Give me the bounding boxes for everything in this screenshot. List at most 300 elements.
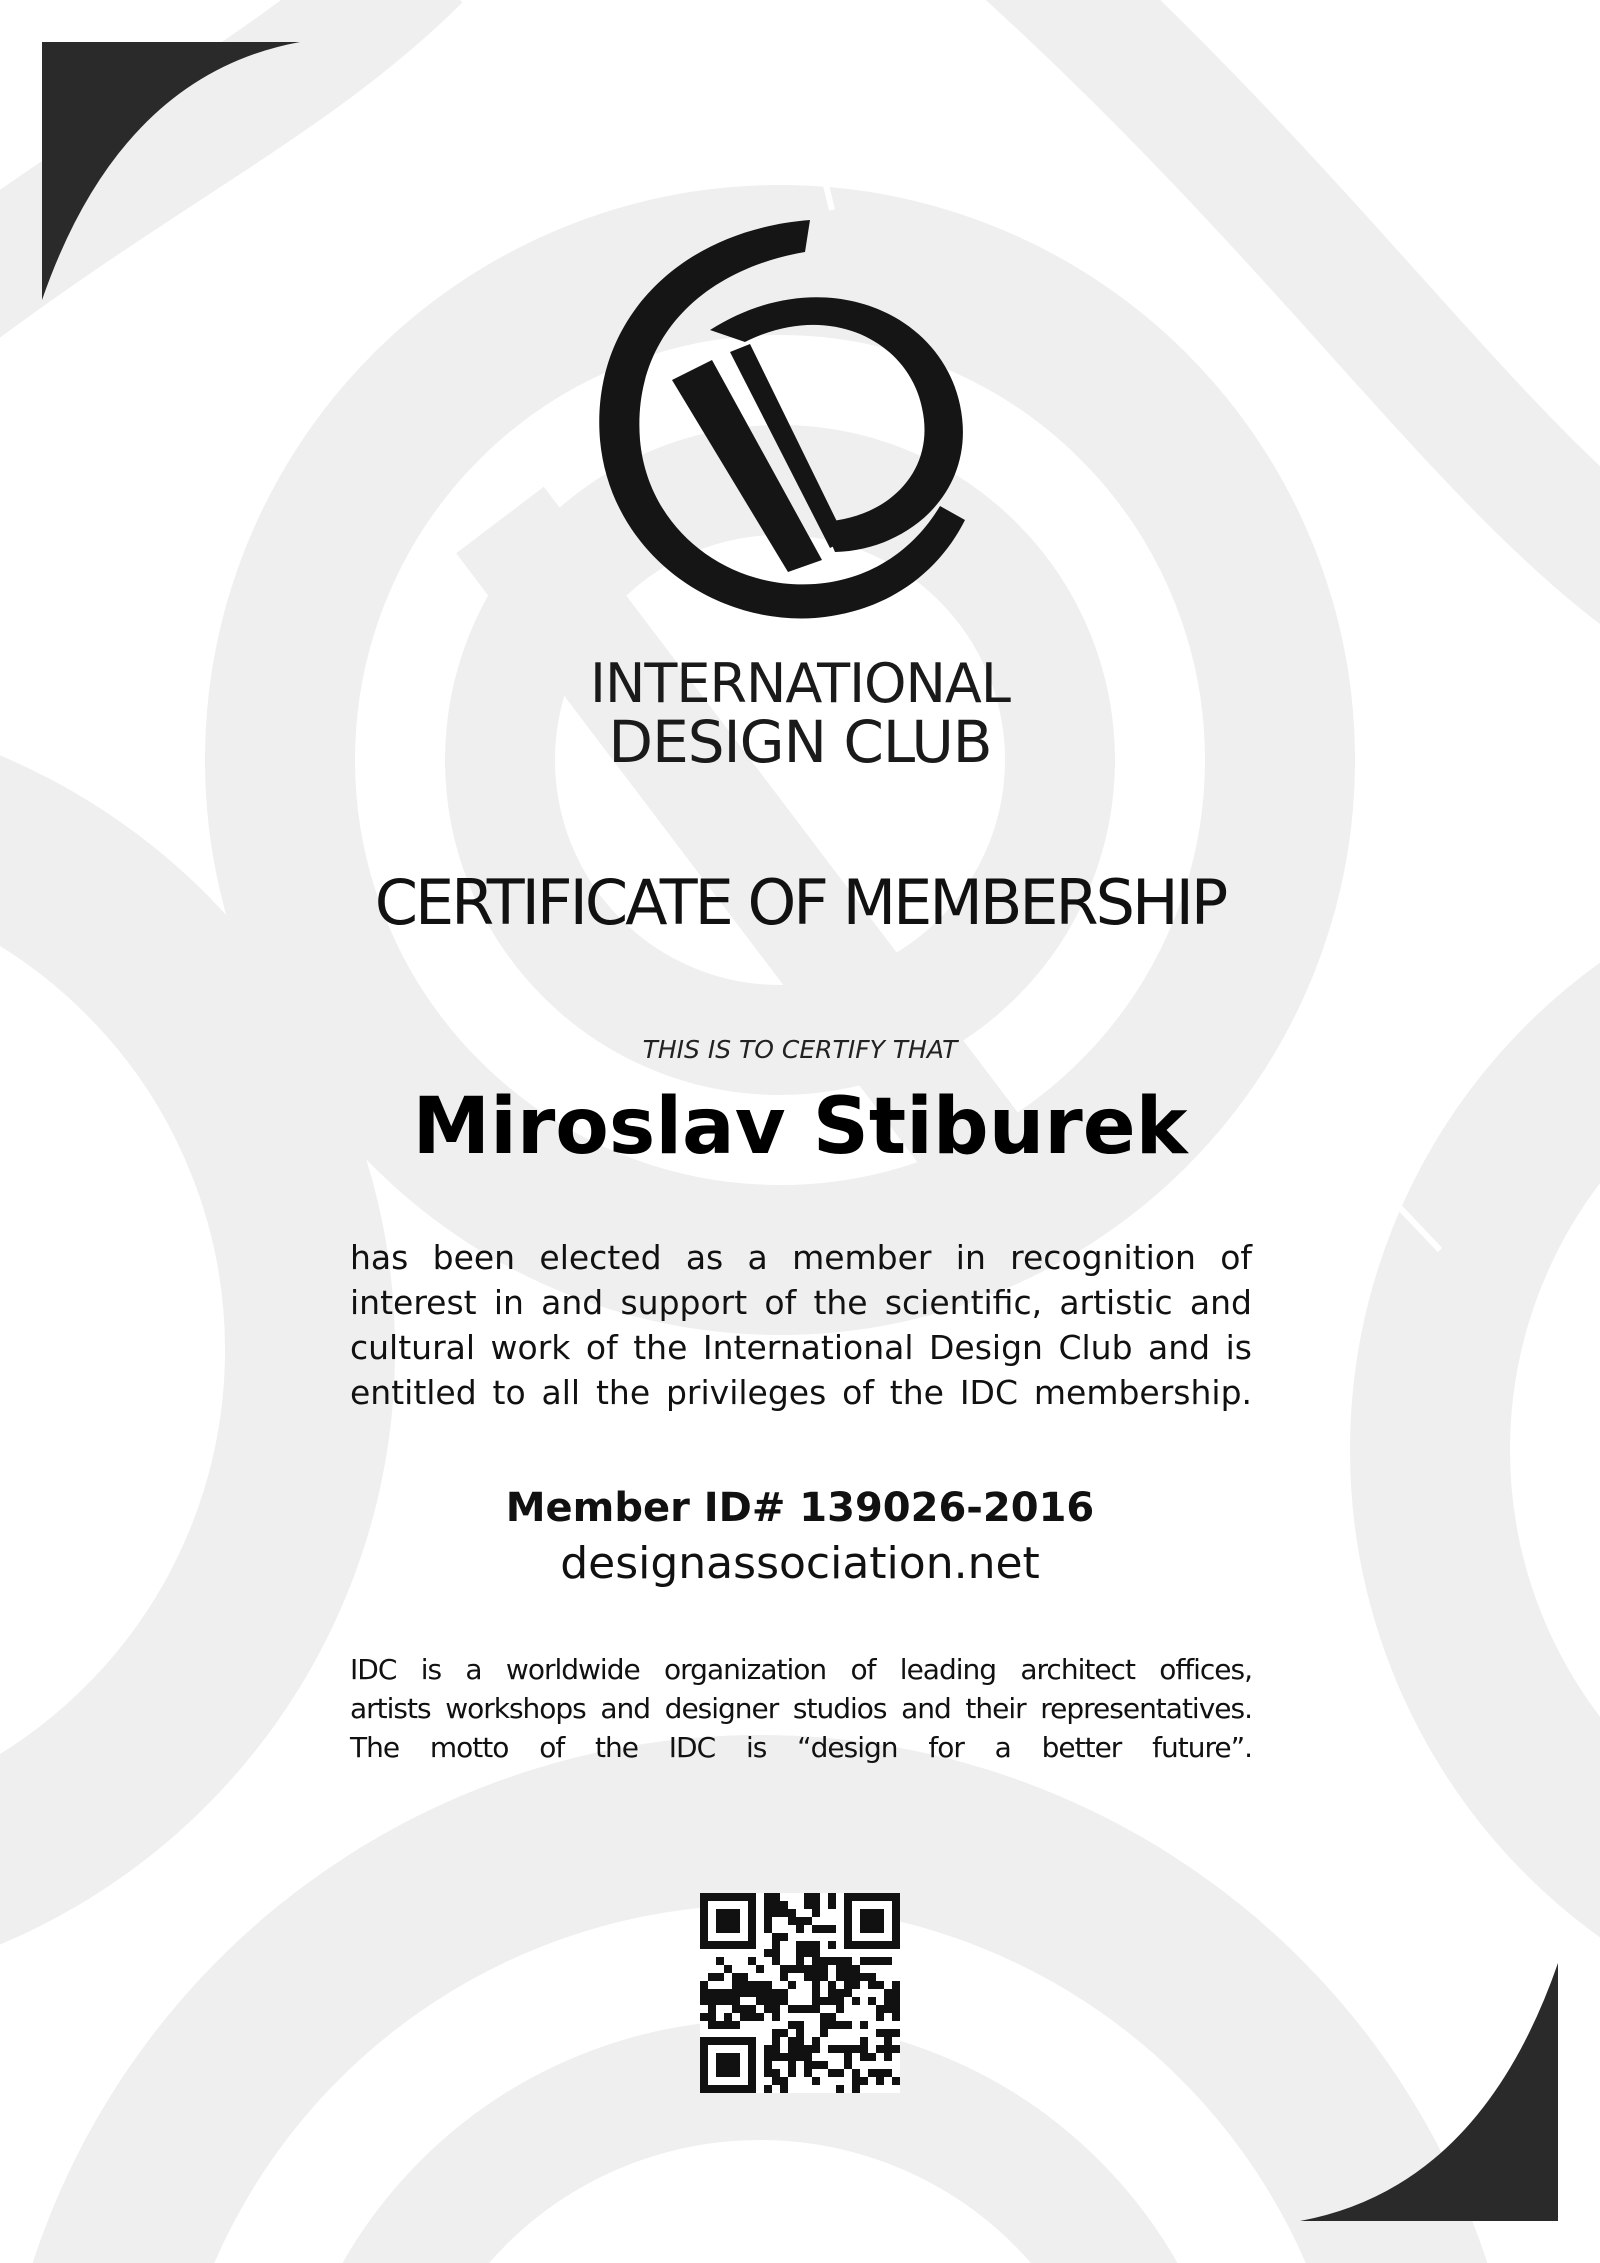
qr-module bbox=[892, 1917, 900, 1925]
qr-module bbox=[868, 2069, 876, 2077]
qr-module bbox=[820, 1925, 828, 1933]
qr-module bbox=[764, 1997, 772, 2005]
qr-module bbox=[772, 2005, 780, 2013]
qr-module bbox=[772, 2077, 780, 2085]
qr-module bbox=[820, 1957, 828, 1965]
qr-module bbox=[876, 2069, 884, 2077]
qr-module bbox=[868, 1917, 876, 1925]
qr-module bbox=[876, 1917, 884, 1925]
qr-module bbox=[748, 1957, 756, 1965]
qr-module bbox=[732, 1973, 740, 1981]
qr-module bbox=[748, 1909, 756, 1917]
qr-module bbox=[748, 1893, 756, 1901]
qr-module bbox=[812, 1941, 820, 1949]
qr-module bbox=[844, 1989, 852, 1997]
qr-module bbox=[796, 1925, 804, 1933]
qr-module bbox=[852, 1965, 860, 1973]
qr-module bbox=[852, 2069, 860, 2077]
qr-module bbox=[844, 1957, 852, 1965]
qr-module bbox=[860, 1909, 868, 1917]
qr-module bbox=[876, 2013, 884, 2021]
qr-module bbox=[748, 1901, 756, 1909]
qr-module bbox=[764, 1909, 772, 1917]
qr-module bbox=[788, 2045, 796, 2053]
qr-module bbox=[852, 2085, 860, 2093]
qr-module bbox=[860, 2037, 868, 2045]
qr-module bbox=[876, 2005, 884, 2013]
qr-module bbox=[700, 1909, 708, 1917]
idc-monogram-icon bbox=[560, 200, 1000, 640]
qr-module bbox=[708, 2005, 716, 2013]
qr-module bbox=[724, 1989, 732, 1997]
qr-module bbox=[788, 1981, 796, 1989]
qr-module bbox=[732, 1925, 740, 1933]
qr-module bbox=[812, 1909, 820, 1917]
qr-module bbox=[836, 1989, 844, 1997]
qr-module bbox=[860, 2077, 868, 2085]
qr-module bbox=[820, 2061, 828, 2069]
qr-module bbox=[852, 1973, 860, 1981]
qr-module bbox=[716, 2021, 724, 2029]
qr-module bbox=[812, 1973, 820, 1981]
qr-module bbox=[724, 2021, 732, 2029]
qr-module bbox=[716, 2037, 724, 2045]
qr-module bbox=[764, 2045, 772, 2053]
qr-module bbox=[772, 1909, 780, 1917]
qr-module bbox=[748, 2045, 756, 2053]
qr-module bbox=[860, 2045, 868, 2053]
qr-module bbox=[724, 1941, 732, 1949]
qr-module bbox=[748, 2085, 756, 2093]
qr-module bbox=[708, 1989, 716, 1997]
qr-module bbox=[860, 1917, 868, 1925]
qr-module bbox=[876, 1941, 884, 1949]
club-name-line-1: INTERNATIONAL bbox=[590, 652, 1010, 715]
qr-module bbox=[812, 1949, 820, 1957]
qr-module bbox=[700, 2061, 708, 2069]
qr-module bbox=[812, 1925, 820, 1933]
qr-module bbox=[828, 1941, 836, 1949]
qr-module bbox=[780, 2053, 788, 2061]
qr-module bbox=[884, 2069, 892, 2077]
qr-module bbox=[828, 1901, 836, 1909]
qr-module bbox=[796, 2053, 804, 2061]
qr-module bbox=[892, 1909, 900, 1917]
qr-module bbox=[772, 1957, 780, 1965]
qr-module bbox=[828, 1957, 836, 1965]
qr-module bbox=[772, 1933, 780, 1941]
qr-module bbox=[748, 2069, 756, 2077]
member-id: Member ID# 139026-2016 bbox=[505, 1485, 1095, 1531]
qr-module bbox=[884, 1893, 892, 1901]
qr-module bbox=[852, 1941, 860, 1949]
qr-module bbox=[780, 1989, 788, 1997]
qr-module bbox=[708, 2085, 716, 2093]
qr-module bbox=[772, 1893, 780, 1901]
qr-module bbox=[724, 1893, 732, 1901]
qr-code-icon[interactable] bbox=[700, 1893, 900, 2093]
qr-module bbox=[844, 1933, 852, 1941]
qr-module bbox=[740, 2085, 748, 2093]
qr-module bbox=[732, 1893, 740, 1901]
qr-module bbox=[844, 1965, 852, 1973]
qr-module bbox=[876, 1981, 884, 1989]
qr-module bbox=[724, 1925, 732, 1933]
qr-module bbox=[804, 2053, 812, 2061]
qr-module bbox=[732, 1941, 740, 1949]
qr-module bbox=[772, 1949, 780, 1957]
qr-module bbox=[868, 1925, 876, 1933]
qr-module bbox=[716, 2069, 724, 2077]
qr-module bbox=[732, 2037, 740, 2045]
qr-module bbox=[708, 2013, 716, 2021]
qr-module bbox=[836, 2005, 844, 2013]
qr-module bbox=[748, 2005, 756, 2013]
about-line: IDC is a worldwide organization of leading architect offices, bbox=[350, 1653, 1252, 1686]
qr-module bbox=[756, 1997, 764, 2005]
qr-module bbox=[884, 2029, 892, 2037]
qr-module bbox=[724, 2013, 732, 2021]
qr-module bbox=[772, 2013, 780, 2021]
qr-module bbox=[868, 1997, 876, 2005]
qr-module bbox=[748, 1989, 756, 1997]
qr-module bbox=[796, 1917, 804, 1925]
qr-module bbox=[804, 1917, 812, 1925]
qr-module bbox=[756, 1965, 764, 1973]
qr-module bbox=[844, 1901, 852, 1909]
qr-module bbox=[820, 1973, 828, 1981]
qr-module bbox=[780, 1909, 788, 1917]
qr-module bbox=[860, 1925, 868, 1933]
qr-module bbox=[700, 1933, 708, 1941]
qr-module bbox=[788, 1917, 796, 1925]
qr-module bbox=[708, 1997, 716, 2005]
qr-module bbox=[860, 1957, 868, 1965]
qr-module bbox=[844, 2061, 852, 2069]
qr-module bbox=[716, 1917, 724, 1925]
qr-module bbox=[868, 1893, 876, 1901]
qr-module bbox=[764, 2005, 772, 2013]
qr-module bbox=[716, 2053, 724, 2061]
qr-module bbox=[804, 1893, 812, 1901]
certificate-title: CERTIFICATE OF MEMBERSHIP bbox=[374, 866, 1226, 939]
qr-module bbox=[892, 1989, 900, 1997]
qr-module bbox=[828, 1981, 836, 1989]
qr-module bbox=[812, 2061, 820, 2069]
qr-module bbox=[844, 1941, 852, 1949]
qr-module bbox=[820, 2013, 828, 2021]
qr-module bbox=[764, 2061, 772, 2069]
qr-module bbox=[724, 1909, 732, 1917]
qr-module bbox=[788, 1965, 796, 1973]
qr-module bbox=[812, 1981, 820, 1989]
qr-module bbox=[780, 1933, 788, 1941]
qr-module bbox=[732, 1981, 740, 1989]
qr-module bbox=[868, 1973, 876, 1981]
qr-module bbox=[748, 1941, 756, 1949]
qr-module bbox=[820, 2021, 828, 2029]
qr-module bbox=[732, 2021, 740, 2029]
qr-module bbox=[724, 2085, 732, 2093]
qr-module bbox=[732, 2085, 740, 2093]
qr-module bbox=[796, 2005, 804, 2013]
qr-module bbox=[780, 2085, 788, 2093]
qr-module bbox=[892, 1941, 900, 1949]
qr-module bbox=[876, 2077, 884, 2085]
qr-module bbox=[748, 1981, 756, 1989]
qr-module bbox=[732, 1989, 740, 1997]
qr-module bbox=[740, 1989, 748, 1997]
qr-module bbox=[836, 2045, 844, 2053]
qr-module bbox=[732, 1917, 740, 1925]
qr-module bbox=[892, 1925, 900, 1933]
qr-module bbox=[836, 2085, 844, 2093]
qr-module bbox=[788, 2069, 796, 2077]
qr-module bbox=[732, 1909, 740, 1917]
about-line: The motto of the IDC is “design for a better future”. bbox=[350, 1731, 1252, 1764]
qr-module bbox=[764, 1949, 772, 1957]
qr-module bbox=[788, 2037, 796, 2045]
qr-module bbox=[780, 2029, 788, 2037]
qr-module bbox=[732, 2053, 740, 2061]
qr-module bbox=[788, 2061, 796, 2069]
qr-module bbox=[724, 2037, 732, 2045]
qr-module bbox=[868, 1941, 876, 1949]
qr-module bbox=[828, 1997, 836, 2005]
qr-module bbox=[812, 1997, 820, 2005]
qr-module bbox=[740, 2013, 748, 2021]
qr-module bbox=[884, 1989, 892, 1997]
qr-module bbox=[836, 1973, 844, 1981]
qr-module bbox=[716, 1973, 724, 1981]
qr-module bbox=[708, 2021, 716, 2029]
body-line: interest in and support of the scientific, artistic and bbox=[350, 1283, 1252, 1322]
qr-module bbox=[724, 1917, 732, 1925]
qr-module bbox=[876, 2045, 884, 2053]
qr-module bbox=[700, 2069, 708, 2077]
qr-module bbox=[716, 1893, 724, 1901]
qr-module bbox=[764, 1901, 772, 1909]
qr-module bbox=[764, 2069, 772, 2077]
qr-module bbox=[700, 1997, 708, 2005]
qr-module bbox=[748, 2053, 756, 2061]
qr-module bbox=[700, 1901, 708, 1909]
qr-module bbox=[884, 2005, 892, 2013]
qr-module bbox=[780, 1965, 788, 1973]
qr-module bbox=[716, 1957, 724, 1965]
qr-module bbox=[700, 2037, 708, 2045]
qr-module bbox=[732, 2069, 740, 2077]
qr-module bbox=[828, 1893, 836, 1901]
qr-module bbox=[820, 1965, 828, 1973]
qr-module bbox=[812, 2045, 820, 2053]
qr-module bbox=[892, 2005, 900, 2013]
qr-module bbox=[700, 1941, 708, 1949]
qr-module bbox=[764, 1989, 772, 1997]
qr-module bbox=[708, 1893, 716, 1901]
club-name-line-2: DESIGN CLUB bbox=[608, 708, 992, 776]
qr-module bbox=[700, 1989, 708, 1997]
qr-module bbox=[828, 2069, 836, 2077]
qr-module bbox=[804, 2061, 812, 2069]
qr-module bbox=[892, 1981, 900, 1989]
qr-module bbox=[884, 2053, 892, 2061]
qr-module bbox=[836, 2069, 844, 2077]
qr-module bbox=[740, 1981, 748, 1989]
qr-module bbox=[892, 2029, 900, 2037]
qr-module bbox=[892, 1933, 900, 1941]
qr-module bbox=[740, 1893, 748, 1901]
qr-module bbox=[716, 1989, 724, 1997]
about-idc bbox=[350, 1650, 1252, 1767]
website-link[interactable]: designassociation.net bbox=[560, 1538, 1040, 1589]
qr-module bbox=[828, 1989, 836, 1997]
qr-module bbox=[836, 1997, 844, 2005]
qr-module bbox=[732, 1997, 740, 2005]
qr-module bbox=[724, 1965, 732, 1973]
certify-line: THIS IS TO CERTIFY THAT bbox=[642, 1035, 958, 1064]
qr-module bbox=[828, 1925, 836, 1933]
qr-module bbox=[828, 2021, 836, 2029]
qr-module bbox=[828, 2045, 836, 2053]
qr-module bbox=[756, 1989, 764, 1997]
certificate-body bbox=[350, 1235, 1252, 1415]
qr-module bbox=[852, 2077, 860, 2085]
qr-module bbox=[780, 1901, 788, 1909]
qr-module bbox=[860, 1941, 868, 1949]
qr-module bbox=[748, 2077, 756, 2085]
qr-module bbox=[812, 1901, 820, 1909]
qr-module bbox=[820, 1997, 828, 2005]
qr-module bbox=[700, 2053, 708, 2061]
qr-module bbox=[748, 2037, 756, 2045]
qr-module bbox=[708, 2037, 716, 2045]
qr-module bbox=[876, 2029, 884, 2037]
qr-module bbox=[788, 2053, 796, 2061]
qr-module bbox=[788, 1909, 796, 1917]
qr-module bbox=[812, 2037, 820, 2045]
body-line: entitled to all the privileges of the IDC membership. bbox=[350, 1373, 1252, 1412]
qr-module bbox=[820, 2029, 828, 2037]
qr-module bbox=[780, 1973, 788, 1981]
qr-module bbox=[852, 1997, 860, 2005]
qr-module bbox=[884, 2045, 892, 2053]
qr-module bbox=[844, 1917, 852, 1925]
qr-module bbox=[884, 2037, 892, 2045]
qr-module bbox=[796, 1957, 804, 1965]
qr-module bbox=[796, 1965, 804, 1973]
qr-module bbox=[780, 1997, 788, 2005]
qr-module bbox=[860, 2053, 868, 2061]
qr-module bbox=[796, 1949, 804, 1957]
qr-module bbox=[860, 1973, 868, 1981]
qr-module bbox=[764, 1925, 772, 1933]
qr-module bbox=[812, 1957, 820, 1965]
qr-module bbox=[892, 1893, 900, 1901]
qr-module bbox=[772, 1941, 780, 1949]
qr-module bbox=[836, 1965, 844, 1973]
qr-module bbox=[700, 2013, 708, 2021]
member-name: Miroslav Stiburek bbox=[412, 1082, 1188, 1172]
qr-module bbox=[716, 1909, 724, 1917]
qr-module bbox=[700, 1917, 708, 1925]
qr-module bbox=[724, 2061, 732, 2069]
qr-module bbox=[804, 2005, 812, 2013]
qr-module bbox=[772, 2029, 780, 2037]
qr-module bbox=[812, 2077, 820, 2085]
qr-module bbox=[804, 2069, 812, 2077]
qr-module bbox=[764, 2085, 772, 2093]
qr-module bbox=[876, 1925, 884, 1933]
qr-module bbox=[796, 2037, 804, 2045]
qr-module bbox=[868, 1957, 876, 1965]
qr-module bbox=[748, 1917, 756, 1925]
qr-module bbox=[700, 1981, 708, 1989]
qr-module bbox=[812, 1965, 820, 1973]
qr-module bbox=[884, 1957, 892, 1965]
qr-module bbox=[716, 2061, 724, 2069]
qr-module bbox=[868, 1909, 876, 1917]
qr-module bbox=[796, 1941, 804, 1949]
qr-module bbox=[748, 1933, 756, 1941]
qr-module bbox=[812, 2005, 820, 2013]
qr-module bbox=[812, 1989, 820, 1997]
qr-module bbox=[748, 1925, 756, 1933]
qr-module bbox=[700, 1893, 708, 1901]
qr-module bbox=[804, 2045, 812, 2053]
body-line: cultural work of the International Design Club and is bbox=[350, 1328, 1252, 1367]
qr-module bbox=[836, 1957, 844, 1965]
qr-module bbox=[852, 2045, 860, 2053]
qr-module bbox=[732, 2005, 740, 2013]
qr-module bbox=[836, 2021, 844, 2029]
qr-module bbox=[844, 1909, 852, 1917]
qr-module bbox=[756, 1981, 764, 1989]
qr-module bbox=[772, 2045, 780, 2053]
qr-module bbox=[772, 1901, 780, 1909]
qr-module bbox=[804, 1901, 812, 1909]
qr-module bbox=[748, 2061, 756, 2069]
qr-module bbox=[876, 1893, 884, 1901]
qr-module bbox=[844, 2053, 852, 2061]
qr-module bbox=[772, 1989, 780, 1997]
qr-module bbox=[884, 1997, 892, 2005]
qr-module bbox=[764, 1917, 772, 1925]
qr-module bbox=[764, 1893, 772, 1901]
qr-module bbox=[796, 2045, 804, 2053]
qr-module bbox=[892, 2045, 900, 2053]
qr-module bbox=[700, 1925, 708, 1933]
qr-module bbox=[708, 1973, 716, 1981]
qr-module bbox=[772, 2037, 780, 2045]
qr-module bbox=[812, 1893, 820, 1901]
qr-module bbox=[724, 2053, 732, 2061]
qr-module bbox=[828, 2013, 836, 2021]
qr-module bbox=[716, 2085, 724, 2093]
qr-module bbox=[804, 1973, 812, 1981]
qr-module bbox=[740, 2005, 748, 2013]
qr-module bbox=[844, 2045, 852, 2053]
qr-module bbox=[892, 1901, 900, 1909]
qr-module bbox=[860, 2021, 868, 2029]
qr-module bbox=[884, 1941, 892, 1949]
qr-module bbox=[764, 2053, 772, 2061]
qr-module bbox=[844, 1925, 852, 1933]
qr-module bbox=[700, 2077, 708, 2085]
qr-module bbox=[740, 1973, 748, 1981]
qr-module bbox=[868, 1981, 876, 1989]
qr-module bbox=[716, 1997, 724, 2005]
